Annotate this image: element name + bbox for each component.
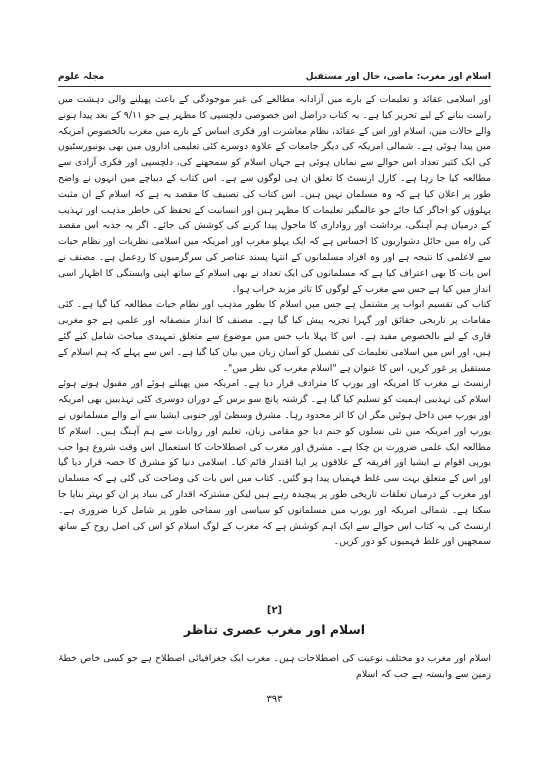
header-article-title: اسلام اور مغرب: ماضی، حال اور مستقبل bbox=[305, 72, 491, 82]
section-number: [۲] bbox=[266, 605, 283, 616]
closing-paragraph: اسلام اور مغرب دو مختلف نوعیت کی اصطلاحات ہیں۔ مغرب ایک جغرافیائی اصطلاح ہے جو کسی خاص خطۂ زمین سے وابستہ ہے جب کہ اسلام bbox=[58, 653, 491, 680]
header-rule bbox=[58, 86, 491, 87]
section-heading: اسلام اور مغرب عصری تناظر bbox=[183, 622, 366, 637]
paragraph-2: کتاب کی تقسیم ابواب پر مشتمل ہے جس میں اسلام کا بطور مذہب اور نظام حیات مطالعہ کیا گیا ہے۔ کئی مقامات پر تاریخی حقائق اور گہرا تجزیہ پیش کیا گیا ہے۔ مصنف کا انداز منصفانہ اور علمی ہے جو مغربی قاری کے لیے بالخصوص مفید ہے۔ اس کا پہلا باب جس میں موضوع سے متعلق تمہیدی مباحث شامل کیے گئے ہیں، اور اس میں اسلامی تعلیمات کی تفصیل کو آسان زبان میں بیان کیا گیا ہے۔ اس سے پہلے کہ ہم اسلام کے مستقبل پر غور کریں، اس کا عنوان ہے "اسلام مغرب کی نظر میں"۔ bbox=[58, 299, 491, 374]
running-header bbox=[58, 70, 491, 84]
page-number: ۳۹۳ bbox=[266, 694, 283, 705]
paragraph-1: اور اسلامی عقائد و تعلیمات کے بارے میں آزادانہ مطالعے کی غیر موجودگی کے باعث پھیلنے والی دہشت میں راست بنانے کے لیے تحریر کیا ہے۔ یہ کتاب دراصل اس خصوصی دلچسپی کا مظہر ہے جو ۹/۱۱ کے بعد پیدا ہونے والے حالات میں، اسلام اور اس کے عقائد، نظام معاشرت اور فکری اساس کے بارے میں مغرب بالخصوص امریکہ میں پیدا ہوئی ہے۔ شمالی امریکہ کی دیگر جامعات کے علاوہ دوسرے کئی تعلیمی اداروں میں بھی یونیورسٹیوں کی ایک کثیر تعداد اس حوالے سے نمایاں ہوئی ہے جہاں اسلام کو سمجھنے کی، دلچسپی اور فکری آزادی سے مطالعہ کیا جا رہا ہے۔ کارل ارنسٹ کا تعلق ان ہی لوگوں سے ہے۔ اس کتاب کے دیباچے میں انہوں نے واضح طور پر اعلان کیا ہے کہ وہ مسلمان نہیں ہیں۔ اس کتاب کی تصنیف کا مقصد یہ ہے کہ اسلام کے ان مثبت پہلوؤں کو اجاگر کیا جائے جو عالمگیر تعلیمات کا مظہر ہیں اور انسانیت کے تحفظ کی خاطر مذہب اور تہذیب کے درمیان ہم آہنگی، برداشت اور رواداری کا ماحول پیدا کرنے کی کوشش کی جائے۔ اگر یہ جذبہ اس مقصد کی راہ میں حائل دشواریوں کا احساس ہے کہ ایک پہلو مغرب اور امریکہ میں اسلامی نظریات اور نظام حیات سے لاعلمی کا نتیجہ ہے اور وہ افراد مسلمانوں کے انتہا پسند عناصر کی سرگرمیوں کا ردِعمل ہے۔ مصنف نے اس بات کا بھی اعتراف کیا ہے کہ مسلمانوں کی ایک تعداد نے بھی اسلام کے ساتھ اپنی وابستگی کا اظہار اسی انداز میں کیا ہے جس سے مغرب کے لوگوں کا تاثر مزید خراب ہوا۔ bbox=[58, 94, 491, 295]
body-text bbox=[58, 92, 491, 550]
header-journal-name: مجلہ علوم bbox=[58, 72, 105, 82]
paragraph-3: ارنسٹ نے مغرب کا امریکہ اور یورپ کا مترادف قرار دیا ہے۔ امریکہ میں پھیلتے ہوئے اور مقبول ہوتے ہوئے اسلام کی تہذیبی اہمیت کو تسلیم کیا گیا ہے۔ گزشتہ پانچ سو برس کے دوران دوسری کئی تہذیبیں بھی امریکہ اور یورپ میں داخل ہوئیں مگر ان کا اثر محدود رہا۔ مشرق وسطیٰ اور جنوبی ایشیا سے آنے والے مسلمانوں نے یورپ اور امریکہ میں نئی نسلوں کو جنم دیا جو مقامی زبان، تعلیم اور روایات سے ہم آہنگ ہیں۔ اسلام کا مطالعہ ایک علمی ضرورت بن چکا ہے۔ مشرق اور مغرب کی اصطلاحات کا استعمال اس وقت شروع ہوا جب یورپی اقوام نے ایشیا اور افریقہ کے علاقوں پر اپنا اقتدار قائم کیا۔ اسلامی دنیا کو مشرق کا حصہ قرار دیا گیا اور اس کے متعلق بہت سی غلط فہمیاں پیدا ہو گئیں۔ کتاب میں اس بات کی وضاحت کی گئی ہے کہ مسلمان اور مغرب کے درمیان تعلقات تاریخی طور پر پیچیدہ رہے ہیں لیکن مشترکہ اقدار کی بنیاد پر ان کو بہتر بنایا جا سکتا ہے۔ شمالی امریکہ اور یورپ میں مسلمانوں کو سیاسی اور سماجی طور پر شامل کرنا ضروری ہے۔ ارنسٹ کی یہ کتاب اس حوالے سے ایک اہم کوشش ہے کہ مغرب کے لوگ اسلام کو اس کی اصل روح کے ساتھ سمجھیں اور غلط فہمیوں کو دور کریں۔ bbox=[58, 378, 491, 548]
